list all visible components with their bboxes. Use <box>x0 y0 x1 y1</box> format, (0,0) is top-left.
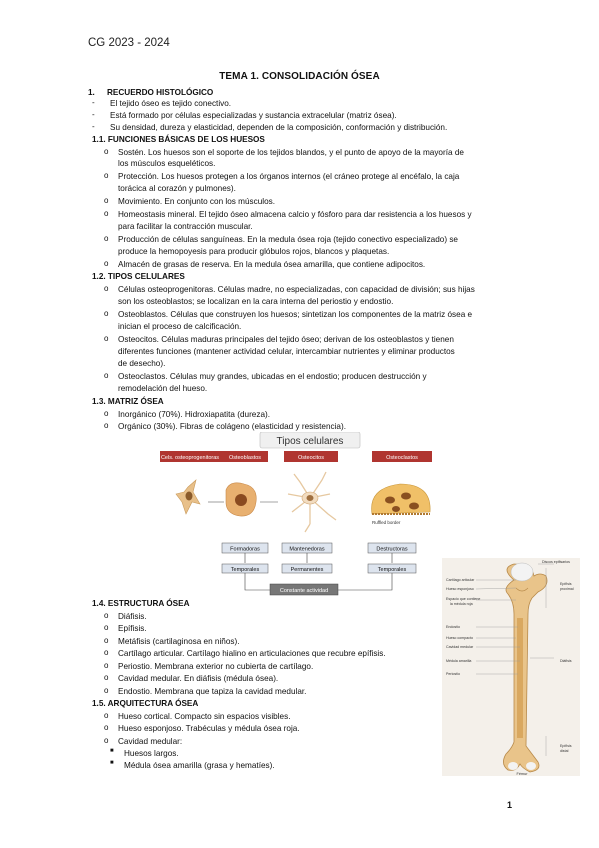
subsection-heading: 1.4. ESTRUCTURA ÓSEA <box>92 599 190 608</box>
bullet-square: ■ <box>110 760 114 766</box>
list-item: Almacén de grasas de reserva. En la medula ósea amarilla, que contiene adipocitos. <box>118 260 426 269</box>
list-item: Osteoblastos. Células que construyen los huesos; sintetizan los componentes de la matriz ósea e <box>118 310 473 319</box>
list-item: Protección. Los huesos protegen a los órganos internos (el cráneo protege al encéfalo, la caja <box>118 172 460 181</box>
figure-caption: Fémur <box>516 772 528 776</box>
label-hueso-esponjoso: Hueso esponjoso <box>446 587 474 591</box>
bullet-circle: o <box>104 686 109 695</box>
label-epifisis-distal-2: distal <box>560 749 569 753</box>
list-item-cont: torácica al corazón y pulmones). <box>118 184 236 193</box>
section-number: 1. <box>88 88 95 97</box>
label-osteoblast: Osteoblastos <box>228 455 262 461</box>
bullet-circle: o <box>104 648 109 657</box>
page-number: 1 <box>507 800 513 810</box>
box-destructoras: Destructoras <box>376 546 408 553</box>
list-item: Endostio. Membrana que tapiza la cavidad medular. <box>118 687 307 696</box>
bullet-text: Está formado por células especializadas y sustancia extracelular (matriz ósea). <box>110 111 397 120</box>
list-item: Cartílago articular. Cartílago hialino en articulaciones que recubre epífisis. <box>118 649 386 658</box>
bullet-circle: o <box>104 623 109 632</box>
bullet-dash: - <box>92 122 95 131</box>
subsection-heading: 1.1. FUNCIONES BÁSICAS DE LOS HUESOS <box>92 135 265 144</box>
bullet-circle: o <box>104 171 109 180</box>
label-periostio: Periostio <box>446 672 460 676</box>
list-item: Metáfisis (cartilaginosa en niños). <box>118 637 240 646</box>
label-epifisis-proximal: Epífisis <box>560 582 572 586</box>
list-item: Osteocitos. Células maduras principales del tejido óseo; derivan de los osteoblastos y tienen <box>118 335 454 344</box>
label-espacio-medula-roja: Espacio que contiene <box>446 597 481 601</box>
label-osteoprogenitor: Cels. osteoprogenitoras <box>160 455 220 461</box>
list-item: Cavidad medular. En diáfisis (médula ósea). <box>118 674 279 683</box>
list-item: Periostio. Membrana exterior no cubierta de cartílago. <box>118 662 314 671</box>
label-epifisis-proximal-2: proximal <box>560 587 574 591</box>
label-cartilago-articular: Cartílago articular <box>446 578 475 582</box>
label-endostio: Endostio <box>446 625 460 629</box>
bullet-text: Su densidad, dureza y elasticidad, dependen de la composición, conformación y distribución. <box>110 123 448 132</box>
list-item: Sostén. Los huesos son el soporte de los tejidos blandos, y el punto de apoyo de la mayoría de <box>118 148 464 157</box>
bullet-circle: o <box>104 284 109 293</box>
bullet-circle: o <box>104 147 109 156</box>
cell-types-figure <box>160 432 460 597</box>
bullet-circle: o <box>104 409 109 418</box>
bullet-text: El tejido óseo es tejido conectivo. <box>110 99 232 108</box>
bullet-circle: o <box>104 611 109 620</box>
list-item: Homeostasis mineral. El tejido óseo almacena calcio y fósforo para dar resistencia a los huesos y <box>118 210 472 219</box>
section-heading: RECUERDO HISTOLÓGICO <box>107 88 214 97</box>
bullet-circle: o <box>104 711 109 720</box>
label-epifisis-distal: Epífisis <box>560 744 572 748</box>
label-osteocyte: Osteocitos <box>298 455 324 461</box>
box-formadoras: Formadoras <box>230 546 260 553</box>
list-item: Hueso esponjoso. Trabéculas y médula ósea roja. <box>118 724 300 733</box>
bullet-circle: o <box>104 421 109 430</box>
list-item-cont: de desecho). <box>118 359 166 368</box>
box-mantenedoras: Mantenedoras <box>289 546 325 553</box>
subsection-heading: 1.2. TIPOS CELULARES <box>92 272 185 281</box>
ruffled-border-label: Ruffled border <box>372 520 401 525</box>
sub-list-item: Médula ósea amarilla (grasa y hematíes). <box>124 761 275 770</box>
list-item: Osteoclastos. Células muy grandes, ubicadas en el endostio; producen destrucción y <box>118 372 427 381</box>
list-item: Orgánico (30%). Fibras de colágeno (elasticidad y resistencia). <box>118 422 346 431</box>
list-item: Hueso cortical. Compacto sin espacios visibles. <box>118 712 291 721</box>
sub-list-item: Huesos largos. <box>124 749 179 758</box>
label-osteoclast: Osteoclastos <box>386 455 418 461</box>
bullet-circle: o <box>104 309 109 318</box>
bullet-circle: o <box>104 196 109 205</box>
bullet-circle: o <box>104 661 109 670</box>
bullet-circle: o <box>104 636 109 645</box>
label-diafisis: Diáfisis <box>560 659 572 663</box>
list-item-cont: son los osteoblastos; se localizan en la cara interna del periostio y endostio. <box>118 297 394 306</box>
bullet-circle: o <box>104 334 109 343</box>
box-temporales-1: Temporales <box>230 567 260 573</box>
figure-title: Tipos celulares <box>276 436 344 447</box>
box-permanentes: Permanentes <box>290 567 324 573</box>
osteoprogenitor-cell-icon <box>176 480 200 514</box>
list-item-cont: para facilitar la contracción muscular. <box>118 222 253 231</box>
bullet-dash: - <box>92 98 95 107</box>
label-medula-amarilla: Médula amarilla <box>446 659 472 663</box>
label-hueso-compacto: Hueso compacto <box>446 636 473 640</box>
list-item: Diáfisis. <box>118 612 147 621</box>
list-item-cont: remodelación del hueso. <box>118 384 208 393</box>
bullet-square: ■ <box>110 748 114 754</box>
list-item: Producción de células sanguíneas. En la medula ósea roja (tejido conectivo especializado) se <box>118 235 458 244</box>
page-header: CG 2023 - 2024 <box>88 37 170 49</box>
osteoclast-cell-icon <box>372 484 431 514</box>
document-title: TEMA 1. CONSOLIDACIÓN ÓSEA <box>219 71 380 82</box>
label-espacio-medula-roja-2: la médula roja <box>450 602 473 606</box>
list-item-cont: produce la hemopoyesis para producir glóbulos rojos, blancos y plaquetas. <box>118 247 390 256</box>
bullet-dash: - <box>92 110 95 119</box>
femur-figure <box>442 558 580 776</box>
box-temporales-2: Temporales <box>377 567 407 573</box>
bullet-circle: o <box>104 723 109 732</box>
list-item-cont: los músculos esqueléticos. <box>118 159 216 168</box>
list-item: Epífisis. <box>118 624 147 633</box>
osteoblast-cell-icon <box>226 483 256 516</box>
bullet-circle: o <box>104 673 109 682</box>
label-discos-epifisarios: Discos epifisarios <box>542 560 570 564</box>
list-item: Células osteoprogenitoras. Células madre, no especializadas, con capacidad de división; sus hijas <box>118 285 475 294</box>
bullet-circle: o <box>104 371 109 380</box>
label-cavidad-medular: Cavidad medular <box>446 645 474 649</box>
box-constante-actividad: Constante actividad <box>279 588 329 594</box>
list-item: Inorgánico (70%). Hidroxiapatita (dureza). <box>118 410 270 419</box>
bullet-circle: o <box>104 736 109 745</box>
list-item-cont: inician el proceso de calcificación. <box>118 322 242 331</box>
list-item: Cavidad medular: <box>118 737 183 746</box>
bullet-circle: o <box>104 259 109 268</box>
bullet-circle: o <box>104 209 109 218</box>
osteocyte-cell-icon <box>288 472 336 532</box>
bullet-circle: o <box>104 234 109 243</box>
subsection-heading: 1.5. ARQUITECTURA ÓSEA <box>92 699 199 708</box>
list-item-cont: diferentes funciones (mantener actividad celular, intercambiar nutrientes y eliminar productos <box>118 347 455 356</box>
subsection-heading: 1.3. MATRIZ ÓSEA <box>92 397 164 406</box>
list-item: Movimiento. En conjunto con los músculos. <box>118 197 276 206</box>
